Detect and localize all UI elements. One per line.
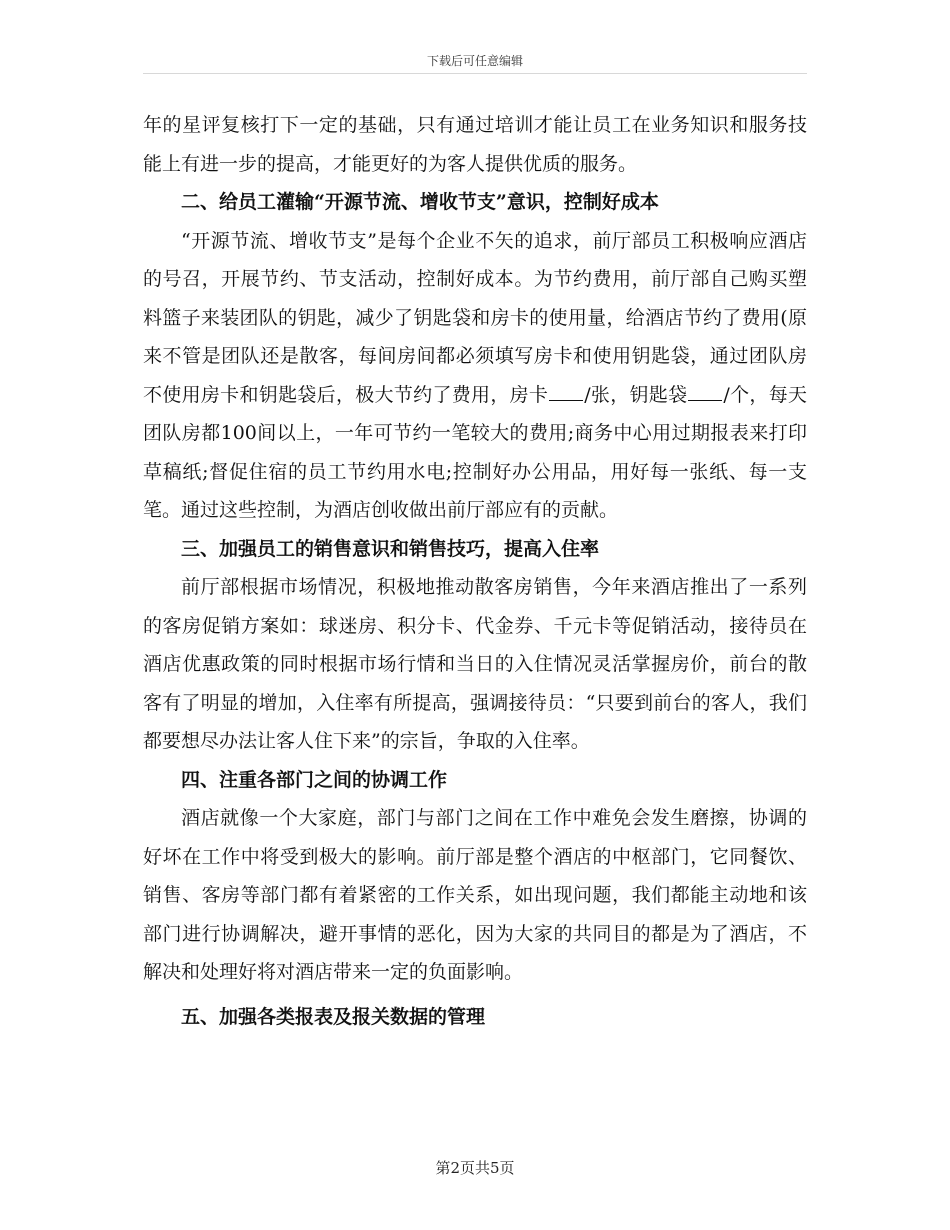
- document-body: [143, 106, 807, 1036]
- paragraph-cost-control: [143, 222, 807, 530]
- section-heading-2: 二、给员工灌输“开源节流、增收节支”意识，控制好成本: [181, 191, 659, 213]
- paragraph-continued: 年的星评复核打下一定的基础，只有通过培训才能让员工在业务知识和服务技能上有进一步的提高，才能更好的为客人提供优质的服务。: [143, 114, 807, 175]
- fill-blank-room-card: [549, 399, 583, 401]
- section-heading-3: 三、加强员工的销售意识和销售技巧，提高入住率: [181, 537, 600, 560]
- section-heading-5: 五、加强各类报表及报关数据的管理: [181, 1005, 486, 1028]
- paragraph-text-part: /张，钥匙袋: [584, 383, 688, 406]
- page-footer: 第2页共5页: [435, 1159, 515, 1177]
- paragraph-sales: 前厅部根据市场情况，积极地推动散客房销售，今年来酒店推出了一系列的客房促销方案如：球迷房、积分卡、代金券、千元卡等促销活动，接待员在酒店优惠政策的同时根据市场行情和当日的入住情况灵活掌握房价，前台的散客有了明显的增加，入住率有所提高，强调接待员：“只要到前台的客人，我们都要想尽办法让客人住下来”的宗旨，争取的入住率。: [143, 576, 807, 752]
- paragraph-text-part: “开源节流、增收节支”是每个企业不矢的追求，前厅部员工积极响应酒店的号召，开展节约、节支活动，控制好成本。为节约费用，前厅部自己购买塑料篮子来装团队的钥匙，减少了钥匙袋和房卡的使用量，给酒店节约了费用(原来不管是团队还是散客，每间房间都必须填写房卡和使用钥匙袋，通过团队房不使用房卡和钥匙袋后，极大节约了费用，房卡: [143, 229, 807, 406]
- section-heading-4: 四、注重各部门之间的协调工作: [181, 768, 448, 791]
- paragraph-coordination: 酒店就像一个大家庭，部门与部门之间在工作中难免会发生磨擦，协调的好坏在工作中将受到极大的影响。前厅部是整个酒店的中枢部门，它同餐饮、销售、客房等部门都有着紧密的工作关系，如出现问题，我们都能主动地和该部门进行协调解决，避开事情的恶化，因为大家的共同目的都是为了酒店，不解决和处理好将对酒店带来一定的负面影响。: [143, 807, 807, 983]
- fill-blank-key-bag: [688, 399, 722, 401]
- page-header: 下载后可任意编辑: [426, 54, 523, 68]
- paragraph-text-part: /个，每天团队房都100间以上，一年可节约一笔较大的费用;商务中心用过期报表来打印草稿纸;督促住宿的员工节约用水电;控制好办公用品，用好每一张纸、每一支笔。通过这些控制，为酒店创收做出前厅部应有的贡献。: [143, 383, 807, 521]
- header-divider: [143, 73, 807, 74]
